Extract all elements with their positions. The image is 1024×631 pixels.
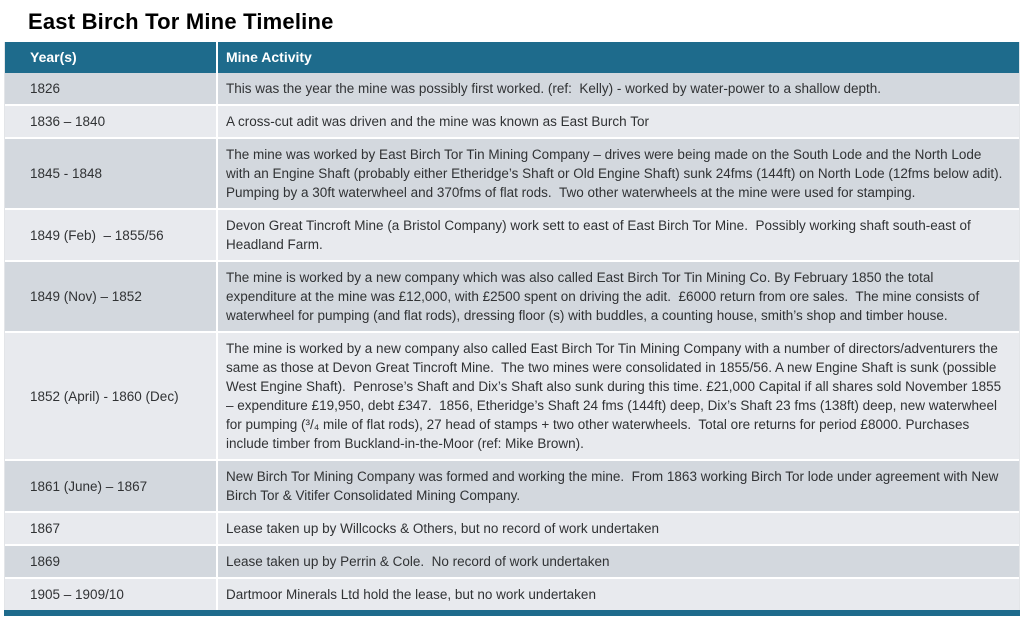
year-cell: 1869 [5,546,216,577]
header-cell-years: Year(s) [5,42,216,73]
activity-cell: Lease taken up by Perrin & Cole. No record of work undertaken [218,546,1019,577]
table-row [5,333,1019,459]
table-row [5,139,1019,208]
activity-cell: This was the year the mine was possibly first worked. (ref: Kelly) - worked by water-power to a shallow depth. [218,73,1019,104]
table-row [5,210,1019,260]
year-cell: 1849 (Nov) – 1852 [5,262,216,331]
year-cell: 1905 – 1909/10 [5,579,216,610]
year-cell: 1826 [5,73,216,104]
year-cell: 1852 (April) - 1860 (Dec) [5,333,216,459]
activity-cell: A cross-cut adit was driven and the mine was known as East Burch Tor [218,106,1019,137]
year-cell: 1845 - 1848 [5,139,216,208]
activity-cell: The mine was worked by East Birch Tor Tin Mining Company – drives were being made on the South Lode and the North Lode with an Engine Shaft (probably either Etheridge’s Shaft or Old Engine Shaft) sunk 24fms (144ft) on North Lode (12fms below adit). Pumping by a 30ft waterwheel and 370fms of flat rods. Two other waterwheels at the mine were used for stamping. [218,139,1019,208]
table-row [5,513,1019,544]
table-row [5,73,1019,104]
timeline-table [4,42,1020,610]
table-header [5,42,1019,73]
activity-cell: New Birch Tor Mining Company was formed and working the mine. From 1863 working Birch Tor lode under agreement with New Birch Tor & Vitifer Consolidated Mining Company. [218,461,1019,511]
table-row [5,579,1019,610]
table-row [5,461,1019,511]
year-cell: 1849 (Feb) – 1855/56 [5,210,216,260]
activity-cell: Lease taken up by Willcocks & Others, but no record of work undertaken [218,513,1019,544]
table-row [5,106,1019,137]
activity-cell: Devon Great Tincroft Mine (a Bristol Company) work sett to east of East Birch Tor Mine. Possibly working shaft south-east of Headland Farm. [218,210,1019,260]
table-row [5,262,1019,331]
activity-cell: The mine is worked by a new company which was also called East Birch Tor Tin Mining Co. By February 1850 the total expenditure at the mine was £12,000, with £2500 spent on driving the adit. £6000 return from ore sales. The mine consists of waterwheel for pumping (and flat rods), dressing floor (s) with buddles, a counting house, smith’s shop and timber house. [218,262,1019,331]
page-title: East Birch Tor Mine Timeline [28,9,334,34]
header-cell-mine-activity: Mine Activity [218,42,1019,73]
year-cell: 1867 [5,513,216,544]
table-row [5,546,1019,577]
table-footer-bar [4,610,1020,616]
activity-cell: The mine is worked by a new company also called East Birch Tor Tin Mining Company with a number of directors/adventurers the same as those at Devon Great Tincroft Mine. The two mines were consolidated in 1855/56. A new Engine Shaft is sunk (possible West Engine Shaft). Penrose’s Shaft and Dix’s Shaft also sunk during this time. £21,000 Capital if all shares sold November 1855 – expenditure £19,950, debt £347. 1856, Etheridge’s Shaft 24 fms (144ft) deep, Dix’s Shaft 23 fms (138ft) deep, new waterwheel for pumping (³/₄ mile of flat rods), 27 head of stamps + two other waterwheels. Total ore returns for period £8000. Purchases include timber from Buckland-in-the-Moor (ref: Mike Brown). [218,333,1019,459]
table-body [5,73,1019,610]
activity-cell: Dartmoor Minerals Ltd hold the lease, but no work undertaken [218,579,1019,610]
year-cell: 1836 – 1840 [5,106,216,137]
year-cell: 1861 (June) – 1867 [5,461,216,511]
